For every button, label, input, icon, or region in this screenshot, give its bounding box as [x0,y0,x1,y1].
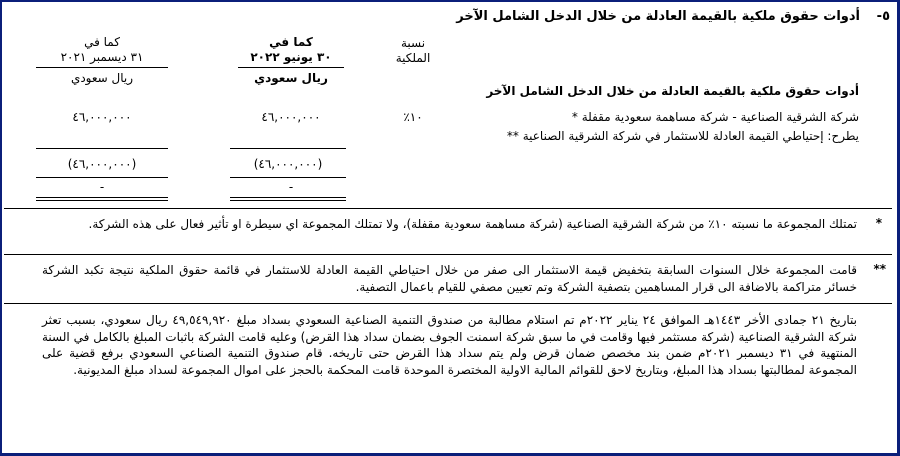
current-period-header-line2: ٣٠ يونيو ٢٠٢٢ [250,50,332,64]
prior-currency-label: ريال سعودي [70,71,134,85]
prior-column-double-rule-bottom [36,200,168,201]
current-column-double-rule-bottom [230,200,346,201]
current-period-header-rule [238,67,344,68]
company-row-ratio: ١٠٪ [403,110,423,124]
ownership-ratio-header-line1: نسبة [400,36,426,50]
table-row-heading: أدوات حقوق ملكية بالقيمة العادلة من خلال الدخل الشامل الآخر [486,84,859,98]
company-row-prior-value: ٤٦,٠٠٠,٠٠٠ [72,110,132,124]
current-column-double-rule-top [230,197,346,198]
current-currency-label: ريال سعودي [254,71,328,85]
fair-value-reserve-current-value: (٤٦,٠٠٠,٠٠٠) [253,157,323,171]
note1-top-divider [4,208,892,209]
prior-period-header-line1: كما في [84,35,120,49]
prior-period-header-line2: ٣١ ديسمبر ٢٠٢١ [60,50,144,64]
current-column-rule-1 [230,148,346,149]
note1-bottom-divider [4,254,892,255]
note2-marker: ** [873,262,886,276]
current-column-rule-2 [230,177,346,178]
prior-period-header-rule [36,67,168,68]
note-1: تمتلك المجموعة ما نسبته ١٠٪ من شركة الشرقية الصناعية (شركة مساهمة سعودية مقفلة)، ولا تمتلك المجموعة اي سيطرة او تأثير فعال على هذه الشركة. [88,217,857,231]
ownership-ratio-header-line2: الملكية [395,51,431,65]
net-prior-value: - [99,180,105,194]
current-period-header-line1: كما في [269,35,313,49]
company-row-current-value: ٤٦,٠٠٠,٠٠٠ [261,110,321,124]
prior-column-double-rule-top [36,197,168,198]
prior-period-header [36,35,168,65]
note2-bottom-divider [4,303,892,304]
fair-value-reserve-prior-value: (٤٦,٠٠٠,٠٠٠) [67,157,137,171]
loan-guarantee-paragraph: بتاريخ ٢١ جمادى الأخر ١٤٤٣هـ الموافق ٢٤ يناير ٢٠٢٢م تم استلام مطالبة من صندوق التنمية الصناعية السعودي بسداد مبلغ ٤٩,٥٤٩,٩٢٠ ريال سعودي، بسبب تعثر شركة الشرقية الصناعية (شركة مستثمر فيها وقامت في ما سبق شركة اسمنت الجوف بضمان سداد هذا القرض) وعليه قامت الشركة باثبات المبلغ بالكامل في السنة المنتهية في ٣١ ديسمبر ٢٠٢١م ضمن بند مخصص ضمان قرض ولم يتم سداد هذا القرض حتى تاريخه. قام صندوق التنمية الصناعي السعودي برفع قضية على المجموعة لمطالبتها بسداد هذا المبلغ، وبتاريخ لاحق للقوائم المالية الاولية المختصرة الموحدة قامت المحكمة بالحجز على اموال المجموعة لسداد مبلغ المديونية. [42,313,857,377]
net-current-value: - [288,180,294,194]
section-number: ٥- [876,9,890,24]
ownership-ratio-header [383,36,443,66]
screenshot-border-top [0,0,900,2]
prior-column-rule-1 [36,148,168,149]
screenshot-border-left [0,0,2,456]
fair-value-reserve-row-label: يطرح: إحتياطي القيمة العادلة للاستثمار في شركة الشرقية الصناعية ** [506,129,859,143]
prior-column-rule-2 [36,177,168,178]
section-title: أدوات حقوق ملكية بالقيمة العادلة من خلال الدخل الشامل الآخر [456,9,860,24]
note-2: قامت المجموعة خلال السنوات السابقة بتخفيض قيمة الاستثمار الى صفر من خلال احتياطي القيمة العادلة للاستثمار في قائمة حقوق الملكية نتيجة تكبد الشركة خسائر متراكمة بالاضافة الى قرار المساهمين بتصفية الشركة وتم تعيين مصفي للقيام باعمال التصفية. [42,263,857,294]
company-row-label: شركة الشرقية الصناعية - شركة مساهمة سعودية مقفلة * [571,110,859,124]
note1-marker: * [875,216,882,230]
current-period-header [232,35,350,65]
